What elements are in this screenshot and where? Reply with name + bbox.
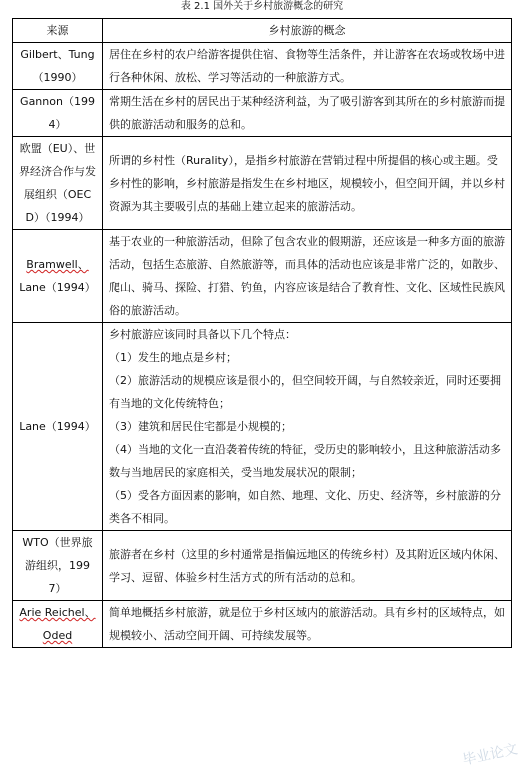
table-row [13, 137, 512, 230]
concept-line: （3）建筑和居民住宅都是小规模的； [109, 420, 292, 433]
row-source [13, 601, 103, 648]
header-source: 来源 [13, 19, 103, 43]
table-row [13, 601, 512, 648]
row-concept: 居住在乡村的农户给游客提供住宿、食物等生活条件，并让游客在农场或牧场中进行各种休闲、放松、学习等活动的一种旅游方式。 [103, 43, 512, 90]
row-source: Gannon（1994） [13, 90, 103, 137]
table-header-row [13, 19, 512, 43]
table-caption: 表 2.1 国外关于乡村旅游概念的研究 [180, 1, 344, 12]
row-concept: 常期生活在乡村的居民出于某种经济利益，为了吸引游客到其所在的乡村旅游而提供的旅游活动和服务的总和。 [103, 90, 512, 137]
row-source: Lane（1994） [13, 323, 103, 531]
source-line: Bramwell、 [26, 258, 89, 271]
table-row [13, 43, 512, 90]
row-concept: 所谓的乡村性（Rurality），是指乡村旅游在营销过程中所提倡的核心或主题。受乡村性的影响，乡村旅游是指发生在乡村地区，规模较小，但空间开阔，并以乡村资源为其主要吸引点的基础上建立起来的旅游活动。 [103, 137, 512, 230]
row-source: WTO（世界旅游组织，1997） [13, 531, 103, 601]
row-concept [103, 323, 512, 531]
header-concept: 乡村旅游的概念 [103, 19, 512, 43]
source-line: Arie Reichel、 [19, 606, 96, 619]
concept-table [12, 18, 512, 648]
row-source [13, 43, 103, 90]
row-concept: 基于农业的一种旅游活动，但除了包含农业的假期游，还应该是一种多方面的旅游活动，包括生态旅游、自然旅游等，而具体的活动也应该是非常广泛的，如散步、爬山、骑马、探险、打猎、钓鱼，内容应该是结合了教育性、文化、区域性民族风俗的旅游活动。 [103, 230, 512, 323]
source-line: Oded [42, 629, 73, 642]
concept-line: 乡村旅游应该同时具备以下几个特点： [109, 328, 296, 341]
concept-line: （5）受各方面因素的影响，如自然、地理、文化、历史、经济等，乡村旅游的分类各不相同。 [109, 489, 501, 525]
row-concept: 简单地概括乡村旅游，就是位于乡村区域内的旅游活动。具有乡村的区域特点，如规模较小、活动空间开阔、可持续发展等。 [103, 601, 512, 648]
table-row [13, 230, 512, 323]
source-line: （1990） [32, 71, 83, 84]
table-row [13, 531, 512, 601]
concept-line: （2）旅游活动的规模应该是很小的，但空间较开阔，与自然较亲近，同时还要拥有当地的文化传统特色； [109, 374, 501, 410]
table-row [13, 323, 512, 531]
row-concept: 旅游者在乡村（这里的乡村通常是指偏远地区的传统乡村）及其附近区域内休闲、学习、逗留、体验乡村生活方式的所有活动的总和。 [103, 531, 512, 601]
row-source: 欧盟（EU）、世界经济合作与发展组织（OECD）（1994） [13, 137, 103, 230]
concept-line: （4）当地的文化一直沿袭着传统的特征，受历史的影响较小，且这种旅游活动多数与当地居民的家庭相关，受当地发展状况的限制； [109, 443, 501, 479]
watermark: 毕业论文 [461, 741, 520, 769]
concept-line: （1）发生的地点是乡村； [109, 351, 237, 364]
source-line: Lane（1994） [19, 281, 96, 294]
source-line: Gilbert、Tung [20, 48, 95, 61]
table-row [13, 90, 512, 137]
row-source [13, 230, 103, 323]
